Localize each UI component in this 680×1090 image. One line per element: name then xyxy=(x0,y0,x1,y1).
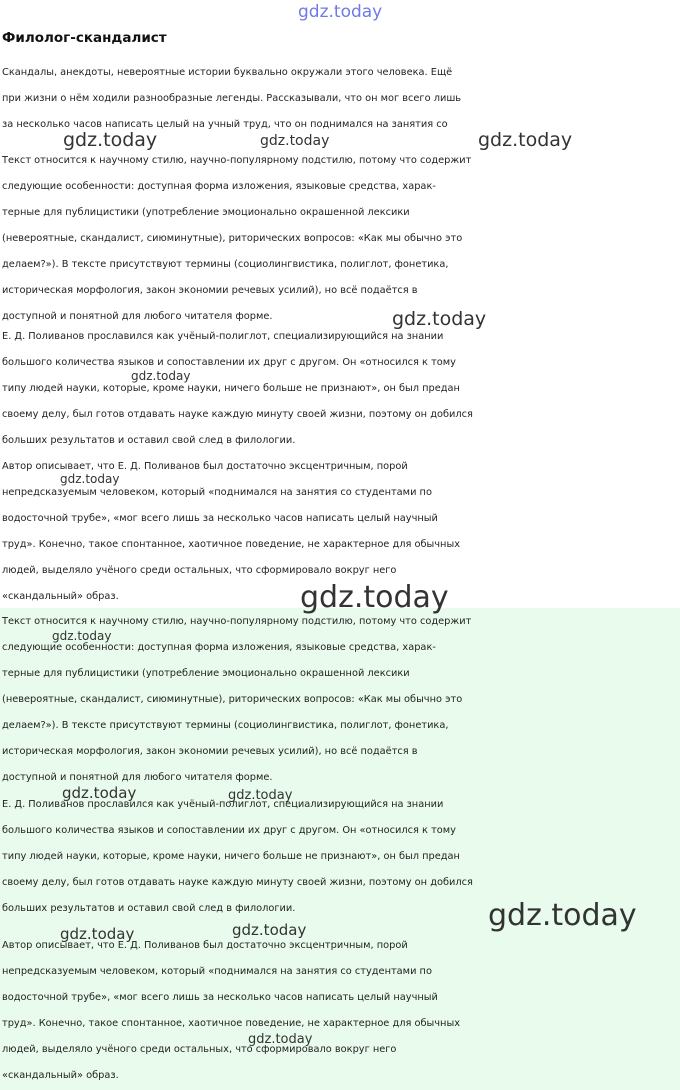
watermark: gdz.today xyxy=(62,784,137,802)
watermark: gdz.today xyxy=(232,921,307,939)
text-line: историческая морфология, закон экономии речевых усилий), но всё подаётся в xyxy=(2,746,418,757)
watermark: gdz.today xyxy=(488,898,637,933)
text-line: типу людей науки, которые, кроме науки, ничего больше не признают», он был предан xyxy=(2,383,460,394)
watermark: gdz.today xyxy=(478,129,573,151)
text-line: своему делу, был готов отдавать науке каждую минуту своей жизни, поэтому он добился xyxy=(2,877,473,888)
text-line: терные для публицистики (употребление эмоционально окрашенной лексики xyxy=(2,668,410,679)
text-line: (невероятные, скандалист, сиюминутные), риторических вопросов: «Как мы обычно это xyxy=(2,694,463,705)
text-line: труд». Конечно, такое спонтанное, хаотичное поведение, не характерное для обычных xyxy=(2,1018,460,1029)
watermark: gdz.today xyxy=(228,788,293,803)
text-line: непредсказуемым человеком, который «поднимался на занятия со студентами по xyxy=(2,966,432,977)
watermark: gdz.today xyxy=(131,369,191,383)
watermark: gdz.today xyxy=(300,580,449,615)
page-title: Филолог-скандалист xyxy=(2,30,167,46)
watermark: gdz.today xyxy=(260,133,330,149)
text-line: Автор описывает, что Е. Д. Поливанов был достаточно эксцентричным, порой xyxy=(2,461,408,472)
text-line: «скандальный» образ. xyxy=(2,591,119,602)
text-line: большого количества языков и сопоставлении их друг с другом. Он «относился к тому xyxy=(2,825,456,836)
text-line: типу людей науки, которые, кроме науки, ничего больше не признают», он был предан xyxy=(2,851,460,862)
text-line: Скандалы, анекдоты, невероятные истории буквально окружали этого человека. Ещё xyxy=(2,67,453,78)
text-line: водосточной трубе», «мог всего лишь за несколько часов написать целый научный xyxy=(2,992,438,1003)
text-line: за несколько часов написать целый на учный труд, что он поднимался на занятия со xyxy=(2,119,448,130)
text-line: (невероятные, скандалист, сиюминутные), риторических вопросов: «Как мы обычно это xyxy=(2,233,463,244)
text-line: делаем?»). В тексте присутствуют термины (социолингвистика, полиглот, фонетика, xyxy=(2,259,449,270)
watermark: gdz.today xyxy=(392,308,487,330)
text-line: при жизни о нём ходили разнообразные легенды. Рассказывали, что он мог всего лишь xyxy=(2,93,462,104)
text-line: делаем?»). В тексте присутствуют термины (социолингвистика, полиглот, фонетика, xyxy=(2,720,449,731)
text-line: больших результатов и оставил свой след в филологии. xyxy=(2,903,296,914)
text-line: своему делу, был готов отдавать науке каждую минуту своей жизни, поэтому он добился xyxy=(2,409,473,420)
text-line: людей, выделяло учёного среди остальных, что сформировало вокруг него xyxy=(2,565,397,576)
text-line: Текст относится к научному стилю, научно-популярному подстилю, потому что содержит xyxy=(2,155,472,166)
answer-1-paragraph-1 xyxy=(0,148,680,330)
text-line: водосточной трубе», «мог всего лишь за несколько часов написать целый научный xyxy=(2,513,438,524)
answer-1-paragraph-3 xyxy=(0,454,680,610)
text-line: доступной и понятной для любого читателя форме. xyxy=(2,311,273,322)
text-line: Автор описывает, что Е. Д. Поливанов был достаточно эксцентричным, порой xyxy=(2,940,408,951)
text-line: следующие особенности: доступная форма изложения, языковые средства, харак- xyxy=(2,181,436,192)
text-line: людей, выделяло учёного среди остальных, что сформировало вокруг него xyxy=(2,1044,397,1055)
watermark: gdz.today xyxy=(60,925,135,943)
answer-2-paragraph-3 xyxy=(0,933,680,1089)
text-line: больших результатов и оставил свой след в филологии. xyxy=(2,435,296,446)
text-line: «скандальный» образ. xyxy=(2,1070,119,1081)
text-line: большого количества языков и сопоставлении их друг с другом. Он «относился к тому xyxy=(2,357,456,368)
intro-paragraph xyxy=(0,60,680,138)
text-line: доступной и понятной для любого читателя форме. xyxy=(2,772,273,783)
text-line: следующие особенности: доступная форма изложения, языковые средства, харак- xyxy=(2,642,436,653)
text-line: историческая морфология, закон экономии речевых усилий), но всё подаётся в xyxy=(2,285,418,296)
text-line: непредсказуемым человеком, который «поднимался на занятия со студентами по xyxy=(2,487,432,498)
text-line: Текст относится к научному стилю, научно-популярному подстилю, потому что содержит xyxy=(2,616,472,627)
answer-1-paragraph-2 xyxy=(0,324,680,454)
answer-2-paragraph-1 xyxy=(0,609,680,791)
watermark: gdz.today xyxy=(63,129,158,151)
watermark: gdz.today xyxy=(60,472,120,486)
watermark-top: gdz.today xyxy=(298,2,383,22)
watermark: gdz.today xyxy=(248,1032,313,1047)
text-line: Е. Д. Поливанов прославился как учёный-полиглот, специализирующийся на знании xyxy=(2,799,444,810)
watermark: gdz.today xyxy=(52,629,112,643)
text-line: Е. Д. Поливанов прославился как учёный-полиглот, специализирующийся на знании xyxy=(2,331,444,342)
answer-2-paragraph-2 xyxy=(0,792,680,922)
text-line: терные для публицистики (употребление эмоционально окрашенной лексики xyxy=(2,207,410,218)
text-line: труд». Конечно, такое спонтанное, хаотичное поведение, не характерное для обычных xyxy=(2,539,460,550)
